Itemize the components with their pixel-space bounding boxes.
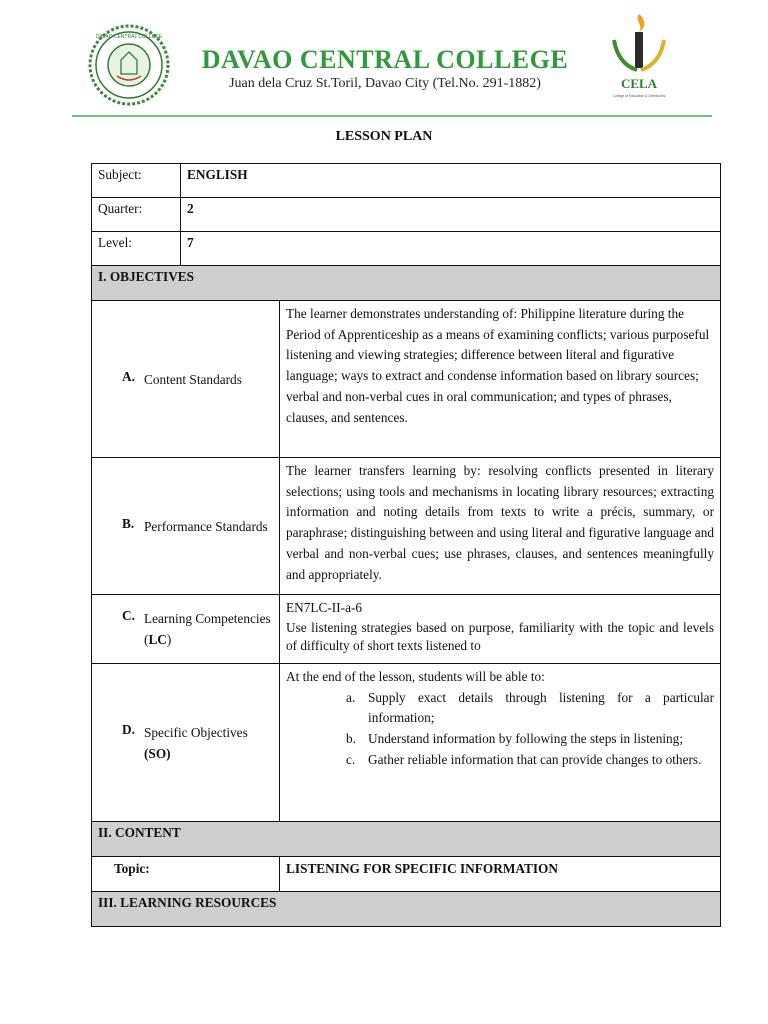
level-label: Level: [92, 232, 181, 266]
header-divider [72, 115, 712, 117]
cela-logo-icon [604, 10, 674, 106]
learning-competencies-label-prefix: Learning Competencies ( [144, 611, 271, 647]
objectives-section-row [92, 266, 721, 301]
level-row [92, 232, 721, 266]
content-standards-row [92, 301, 721, 458]
topic-value: LISTENING FOR SPECIFIC INFORMATION [280, 857, 721, 892]
topic-row [92, 857, 721, 892]
topic-label: Topic: [92, 857, 280, 892]
quarter-value: 2 [181, 198, 721, 232]
learning-competencies-label-suffix: ) [166, 632, 172, 647]
objectives-heading: I. OBJECTIVES [92, 266, 721, 301]
quarter-row [92, 198, 721, 232]
content-standards-letter: A. [122, 368, 135, 384]
specific-objectives-label [144, 722, 271, 764]
cela-logo-subtext: College of Education & Liberal Arts [612, 94, 666, 98]
list-item-text: Gather reliable information that can provide changes to others. [368, 751, 702, 767]
list-item-marker: a. [346, 689, 356, 705]
learning-competencies-label-abbr: LC [148, 632, 167, 647]
lesson-plan-table [91, 163, 721, 927]
content-standards-text: The learner demonstrates understanding of: Philippine literature during the Period of Apprenticeship as a means of examining conflicts; various purposeful listening and viewing strategies; difference between literal and figurative language; ways to extract and condense information based on library sources; verbal and non-verbal cues in oral communication; and types of phrases, clauses, and sentences. [280, 301, 721, 458]
subject-value: ENGLISH [181, 164, 721, 198]
level-value: 7 [181, 232, 721, 266]
performance-standards-row [92, 458, 721, 595]
learning-competencies-text: Use listening strategies based on purpose, familiarity with the topic and levels of difficulty of short texts listened to [286, 619, 715, 653]
resources-section-row [92, 892, 721, 927]
list-item-text: Supply exact details through listening for a particular information; [368, 689, 715, 726]
subject-label: Subject: [92, 164, 181, 198]
content-section-row [92, 822, 721, 857]
specific-objectives-intro: At the end of the lesson, students will be able to: [286, 669, 545, 684]
specific-objectives-letter: D. [122, 721, 135, 737]
specific-objectives-row [92, 664, 721, 822]
list-item-marker: c. [346, 751, 356, 767]
learning-competencies-row [92, 595, 721, 664]
performance-standards-letter: B. [122, 515, 135, 531]
cela-logo-text: CELA [620, 76, 658, 91]
content-standards-label-cell [92, 301, 280, 458]
performance-standards-label: Performance Standards [144, 518, 268, 534]
college-name: DAVAO CENTRAL COLLEGE [201, 45, 569, 74]
learning-competencies-label [144, 608, 271, 650]
specific-objectives-label-cell [92, 664, 280, 822]
college-address: Juan dela Cruz St.Toril, Davao City (Tel.No. 291-1882) [229, 76, 541, 91]
list-item [346, 729, 714, 750]
performance-standards-label-cell [92, 458, 280, 595]
list-item [346, 750, 714, 771]
learning-competencies-cell [280, 595, 721, 664]
learning-competencies-label-cell [92, 595, 280, 664]
document-title: LESSON PLAN [335, 129, 433, 144]
college-seal-icon [88, 24, 170, 106]
learning-competencies-letter: C. [122, 608, 135, 623]
list-item [346, 688, 714, 729]
list-item-text: Understand information by following the steps in listening; [368, 731, 684, 747]
content-standards-label: Content Standards [144, 371, 242, 387]
list-item-marker: b. [346, 731, 356, 747]
quarter-label: Quarter: [92, 198, 181, 232]
resources-heading: III. LEARNING RESOURCES [92, 892, 721, 927]
specific-objectives-label-text: Specific Objectives [144, 724, 248, 740]
specific-objectives-cell [280, 664, 721, 822]
seal-text: DAVAO CENTRAL COLLEGE [95, 34, 163, 40]
subject-row [92, 164, 721, 198]
document-header [0, 0, 768, 120]
specific-objectives-list [346, 688, 714, 771]
learning-competencies-code: EN7LC-II-a-6 [286, 600, 363, 615]
performance-standards-text: The learner transfers learning by: resolving conflicts presented in literary selections; using tools and mechanisms in locating library resources; extracting information and noting details from texts to write a précis, summary, or paraphrase; distinguishing between and using literal and figurative language and verbal and non-verbal cues; use phrases, clauses, and sentences meaningfully and appropriately. [280, 458, 721, 595]
specific-objectives-label-abbr: (SO) [144, 745, 171, 761]
content-heading: II. CONTENT [92, 822, 721, 857]
